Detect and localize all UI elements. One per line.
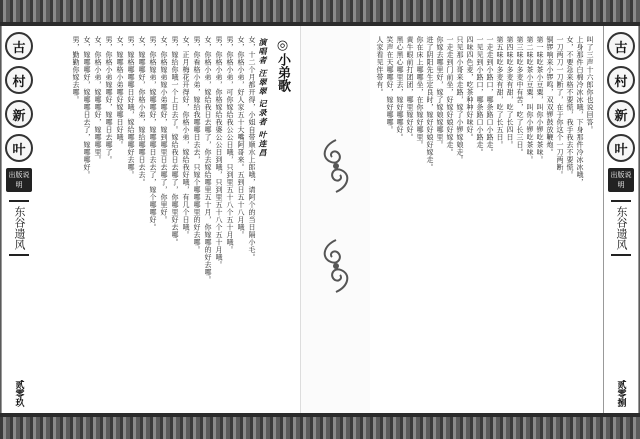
lyric-line: 男，嫁给你哦一个上日去了。嫁给我日去哪了，你哪里好去哪。 (171, 36, 179, 246)
lyric-line: 男，你格小弟，可你嫁给我公公日哦，只到里五十八个五十月哦。 (226, 36, 234, 254)
lyric-line: 第二味吃茶小豆粟，叫你小锣吃茶味。 (526, 36, 534, 164)
lyrics-columns (376, 36, 594, 393)
lyric-line: 男，嫁格哪哪哪日好哦，嫁给哪哪好去哪。 (127, 36, 135, 179)
lyric-line: 女，你格小弟，嫁哪哪好，嫁哪哪里。 (94, 36, 102, 164)
spine-char: 古 (607, 32, 635, 60)
page-number: 贰零捌 (615, 380, 626, 407)
series-title: 东谷遗风 (611, 200, 631, 256)
scroll-ornament-icon (313, 136, 359, 196)
lyric-line: 只见那小哥来走路，嫁了小锣嫁娘走。 (456, 36, 464, 164)
lyric-line: 男，你格小弟嫁哪好，嫁哪日去哪了。 (105, 36, 113, 164)
lyric-line: 叫了三声十六郎你也说回答。 (586, 36, 594, 134)
spine-tag: 出版说明 (6, 168, 32, 192)
series-title: 东谷遗风 (9, 200, 29, 256)
scroll-ornament-icon (313, 236, 359, 296)
lyric-line: 男，勤勤你嫁去哪。 (72, 36, 80, 104)
lyric-line: 黑心黑心哪里去，嫁好哪哪好。 (396, 36, 404, 141)
right-page (370, 26, 604, 413)
lyric-line: 进了阴阳先生定良时，嫁好好娘好嫁走。 (426, 36, 434, 171)
lyric-line: 女，正月梅花开得好，你格小弟，嫁给我好哦，有几个日哦。 (182, 36, 190, 239)
gutter (300, 26, 372, 413)
song-byline: 演唱者 汪翠翠 记录者 叶连昌 (258, 38, 268, 158)
lyric-line: 女，嫁哪哪好，你格小弟，嫁给哪哪日去去。 (138, 36, 146, 186)
lyric-line: 铜锣响来小锣鸣，双双锣鼓放鞭炮。 (546, 36, 554, 156)
spine-char: 新 (607, 100, 635, 128)
lyric-line: 男，你格小弟，你格嫁给我婆公公日到哦，只到里五十八个五十月哦。 (215, 36, 223, 269)
lyric-line: 一刀两刀一刀断了，在于你这个一刀两断。 (556, 36, 564, 179)
song-title: ◎小弟歌 (275, 38, 290, 92)
lyric-line: 第三味吃多麦中有苦，吃了长三日。 (516, 36, 524, 156)
spine-char: 叶 (5, 134, 33, 162)
decorative-top-border (0, 0, 640, 26)
lyric-line: 笑声在天哪哪好，嫁好哪哪。 (386, 36, 394, 134)
spine-char: 新 (5, 100, 33, 128)
lyric-line: 黄牛眼前打团团，哪里嫁好好。 (406, 36, 414, 141)
lyric-line: 你在床上哪哪坐，在你嫁好哪里。 (416, 36, 424, 149)
spine-char: 村 (5, 66, 33, 94)
lyric-line: 女，不要急来格不要慌，我手我去不要慌。 (566, 36, 574, 179)
lyric-line: 你嫁去哪里好，嫁了嫁娘嫁哪里。 (436, 36, 444, 149)
spine-char: 村 (607, 66, 635, 94)
spine-right (603, 26, 639, 413)
lyric-line: 一走走到小路口，哪条路口小路走。 (486, 36, 494, 156)
spine-tag: 出版说明 (608, 168, 634, 192)
lyric-line: 女，你格小弟，好人家五十大嘴阿哥来。五到日五十八月哦。 (237, 36, 245, 239)
lyric-line: 女，十二个月都开得，小姐自带顺水上郎哦，请阿个的当日隔小毛。 (248, 36, 256, 261)
spine-left (1, 26, 37, 413)
lyric-line: 一见见到小路口，哪条路口小路走。 (476, 36, 484, 156)
lyrics-columns (42, 36, 256, 393)
lyric-line: 女，你格小弟，嫁给我日去哪了，你去嫁给哪里五十月，你嫁哪的好去哪。 (204, 36, 212, 284)
lyric-line: 上身那件白棉冷冰冰哦，下身那件冷冰冰哦， (576, 36, 584, 186)
lyric-line: 女，嫁哪哪好，嫁哪哪日去了，嫁哪哪好。 (83, 36, 91, 179)
left-page (36, 26, 300, 413)
spine-char: 古 (5, 32, 33, 60)
spine-char: 叶 (607, 134, 635, 162)
lyric-line: 第五味吃多麦有甜，吃了长五日。 (496, 36, 504, 149)
lyric-line: 第一味吃茶小豆粟，叫你小锣吃茶味。 (536, 36, 544, 164)
page-number: 贰零玖 (13, 380, 24, 407)
lyric-line: 女，你格嫁弟嫁小弟哪好，嫁到哪里日去哪了，你里好。 (160, 36, 168, 224)
lyric-line: 一走走到门前坐，好嫁好娘好嫁走。 (446, 36, 454, 156)
lyric-line: 男，你格嫁弟，嫁哪哪好，嫁哪哪日去去了，嫁个哪哪好。 (149, 36, 157, 231)
lyric-line: 第四味吃多麦有甜，吃了长四日。 (506, 36, 514, 149)
lyric-line: 人家看见伴带有。 (376, 36, 384, 96)
lyric-line: 女，嫁哪格小弟哪好嫁哪日好哦。 (116, 36, 124, 149)
lyric-line: 男，你看格小弟，嫁给我哪哪日去去，只嫁个哪哪哪里的好去哪。 (193, 36, 201, 254)
decorative-bottom-border (0, 413, 640, 439)
lyric-line: 四味四色麦，吃茶种种好味好。 (466, 36, 474, 141)
